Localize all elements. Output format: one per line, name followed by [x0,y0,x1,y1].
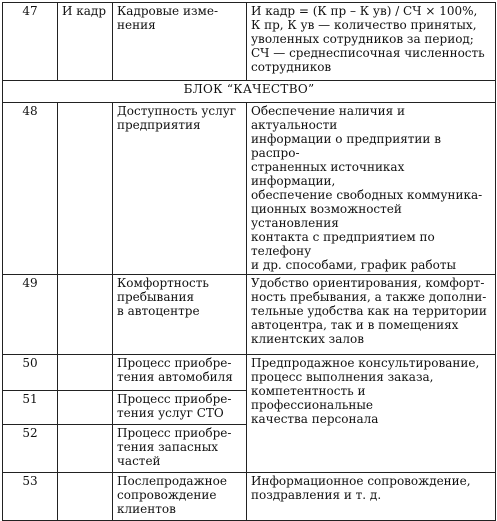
table-row [3,473,496,521]
indicator-name: Доступность услуг предприятия [113,103,247,275]
indicator-description: Информационное сопровождение, поздравления и т. д. [247,473,496,521]
indicator-name: Процесс приобре- тения услуг СТО [113,391,247,425]
indicator-name: Процесс приобре- тения автомобиля [113,355,247,391]
table-row [3,103,496,275]
section-header: БЛОК “КАЧЕСТВО” [3,81,496,103]
row-number: 52 [3,425,58,473]
indicator-name: Послепродажное сопровождение клиентов [113,473,247,521]
section-header-row [3,81,496,103]
row-code [58,473,113,521]
indicator-description: Обеспечение наличия и актуальности информации о предприятии в распро- страненных источниках информации, обеспечение свободных коммуника- ционных возможностей установления контакта с предприятием по телефону и др. способами, график работы [247,103,496,275]
row-code [58,391,113,425]
row-number: 48 [3,103,58,275]
row-code: И кадр [58,3,113,81]
indicator-name: Процесс приобре- тения запасных частей [113,425,247,473]
row-number: 50 [3,355,58,391]
table-row [3,275,496,355]
row-number: 47 [3,3,58,81]
kpi-table [2,2,496,521]
row-code [58,275,113,355]
row-code [58,103,113,275]
indicator-description: Предпродажное консультирование, процесс выполнения заказа, компетентность и профессиональные качества персонала [247,355,496,473]
table-row [3,355,496,391]
row-number: 53 [3,473,58,521]
row-code [58,425,113,473]
row-code [58,355,113,391]
row-number: 49 [3,275,58,355]
indicator-name: Комфортность пребывания в автоцентре [113,275,247,355]
indicator-description: И кадр = (К пр – К ув) / СЧ × 100%, К пр, К ув — количество принятых, уволенных сотрудников за период; СЧ — среднесписочная численность сотрудников [247,3,496,81]
indicator-description: Удобство ориентирования, комфорт- ность пребывания, а также дополни- тельные удобства как на территории автоцентра, так и в помещениях клиентских залов [247,275,496,355]
indicator-name: Кадровые изме- нения [113,3,247,81]
row-number: 51 [3,391,58,425]
table-row [3,3,496,81]
